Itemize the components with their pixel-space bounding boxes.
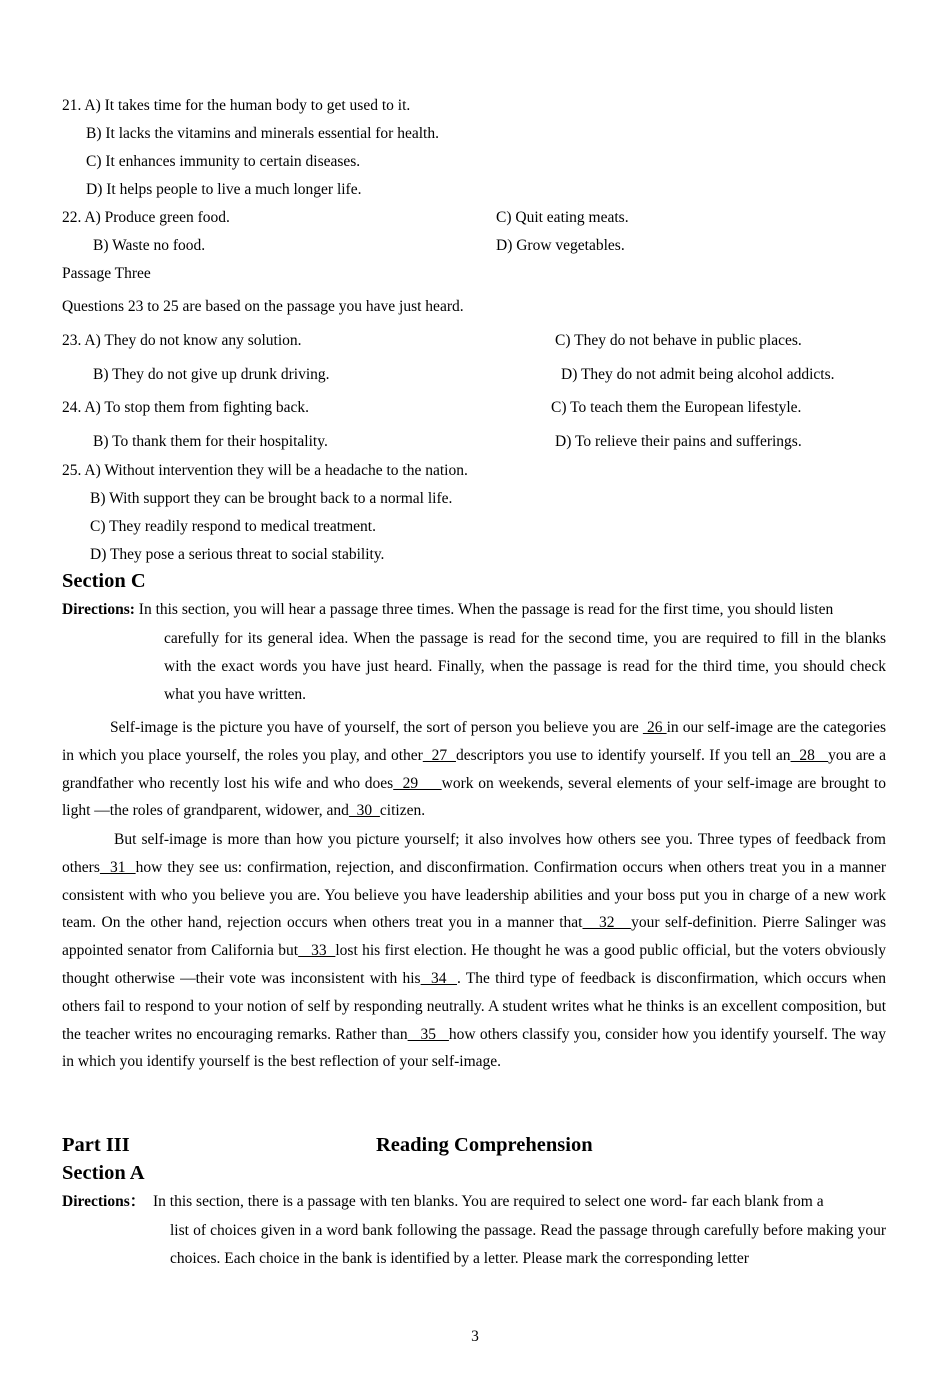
para1-text-3: descriptors you use to identify yourself. If you tell an bbox=[455, 746, 791, 764]
blank-26: 26 bbox=[642, 719, 667, 736]
directions-colon: ： bbox=[129, 1193, 146, 1210]
directions-label: Directions bbox=[62, 1193, 130, 1210]
page-number: 3 bbox=[471, 1328, 479, 1345]
blank-29: 29 bbox=[393, 774, 442, 792]
q23-option-b: B) They do not give up drunk driving. bbox=[93, 366, 330, 383]
para2-text-2: how they see us: confirmation, rejection, and disconfirmation. Confirmation occurs when others treat you in a manner consistent with who you believe you are. You believe you have leadership abilities and your boss put you in charge of a new work team. On the other hand, rejection occurs when others treat you in a manner that bbox=[62, 858, 887, 932]
blank-32: 32 bbox=[582, 914, 632, 932]
q24-option-d: D) To relieve their pains and sufferings. bbox=[555, 433, 802, 450]
para1-text-6: citizen. bbox=[379, 802, 426, 820]
q21-option-d: D) It helps people to live a much longer life. bbox=[86, 181, 362, 198]
section-a-heading: Section A bbox=[62, 1162, 145, 1184]
section-c-heading: Section C bbox=[62, 570, 146, 592]
passage-paragraph-1 bbox=[62, 714, 886, 825]
q22-option-a: 22. A) Produce green food. bbox=[62, 209, 230, 226]
section-a-directions-line1 bbox=[62, 1192, 824, 1212]
part-three-title: Reading Comprehension bbox=[376, 1134, 593, 1156]
para1-text-4: you are a grandfather who recently lost his wife and who does bbox=[62, 746, 887, 792]
q22-option-c: C) Quit eating meats. bbox=[496, 209, 629, 226]
q25-option-a: 25. A) Without intervention they will be a headache to the nation. bbox=[62, 462, 468, 479]
q24-option-a: 24. A) To stop them from fighting back. bbox=[62, 399, 310, 416]
blank-34: 34 bbox=[420, 969, 457, 987]
para1-text-2: in our self-image are the categories in which you place yourself, the roles you play, and other bbox=[62, 719, 886, 764]
q21-option-b: B) It lacks the vitamins and minerals essential for health. bbox=[86, 125, 439, 142]
part-three-label: Part III bbox=[62, 1134, 130, 1156]
q25-option-d: D) They pose a serious threat to social stability. bbox=[90, 546, 385, 563]
blank-33: 33 bbox=[298, 942, 336, 960]
para2-text-3: your self-definition. Pierre Salinger was appointed senator from California but bbox=[62, 914, 887, 960]
q21-option-a: 21. A) It takes time for the human body to get used to it. bbox=[62, 97, 411, 114]
q23-option-a: 23. A) They do not know any solution. bbox=[62, 332, 302, 349]
blank-30: 30 bbox=[348, 802, 380, 820]
q24-option-c: C) To teach them the European lifestyle. bbox=[551, 399, 802, 416]
blank-31: 31 bbox=[99, 858, 136, 876]
passage-three-title: Passage Three bbox=[62, 265, 151, 282]
para1-text-5: work on weekends, several elements of your self-image are brought to light —the roles of grandparent, widower, and bbox=[62, 774, 887, 820]
q21-option-c: C) It enhances immunity to certain diseases. bbox=[86, 153, 361, 170]
q23-option-d: D) They do not admit being alcohol addicts. bbox=[561, 366, 835, 383]
directions-text: In this section, there is a passage with ten blanks. You are required to select one word- far each blank from a bbox=[153, 1193, 824, 1210]
para2-text-1: But self-image is more than how you picture yourself; it also involves how others see you. Three types of feedback from others bbox=[62, 831, 886, 876]
q22-option-b: B) Waste no food. bbox=[93, 237, 206, 254]
para2-text-5: . The third type of feedback is disconfirmation, which occurs when others fail to respond to your notion of self by responding neutrally. A student writes what he thinks is an excellent composition, but the teacher writes no encouraging remarks. Rather than bbox=[62, 969, 887, 1043]
para2-text-6: how others classify you, consider how you identify yourself. The way in which you identify yourself is the best reflection of your self-image. bbox=[62, 1025, 886, 1071]
section-a-directions-rest: list of choices given in a word bank following the passage. Read the passage through carefully before making your choices. Each choice in the bank is identified by a letter. Please mark the corresponding letter bbox=[170, 1222, 886, 1267]
q22-option-d: D) Grow vegetables. bbox=[496, 237, 625, 254]
para1-text-1: Self-image is the picture you have of yourself, the sort of person you believe you are bbox=[110, 719, 643, 736]
blank-27: 27 bbox=[422, 746, 456, 764]
passage-three-intro: Questions 23 to 25 are based on the passage you have just heard. bbox=[62, 298, 464, 315]
blank-28: 28 bbox=[790, 746, 829, 764]
para2-text-4: lost his first election. He thought he was a good public official, but the voters obviously thought otherwise —their vote was inconsistent with his bbox=[62, 942, 886, 987]
q24-option-b: B) To thank them for their hospitality. bbox=[93, 433, 328, 450]
section-c-directions-line1 bbox=[62, 600, 833, 620]
passage-paragraph-2 bbox=[62, 826, 886, 1076]
section-c-directions-rest: carefully for its general idea. When the passage is read for the second time, you are required to fill in the blanks with the exact words you have just heard. Finally, when the passage is read for the third time, you should check what you have written. bbox=[164, 630, 886, 703]
q25-option-b: B) With support they can be brought back to a normal life. bbox=[90, 490, 453, 507]
q23-option-c: C) They do not behave in public places. bbox=[555, 332, 802, 349]
directions-text: In this section, you will hear a passage three times. When the passage is read for the first time, you should listen bbox=[138, 601, 834, 618]
q25-option-c: C) They readily respond to medical treatment. bbox=[90, 518, 376, 535]
directions-label: Directions: bbox=[62, 601, 135, 618]
blank-35: 35 bbox=[407, 1025, 449, 1043]
